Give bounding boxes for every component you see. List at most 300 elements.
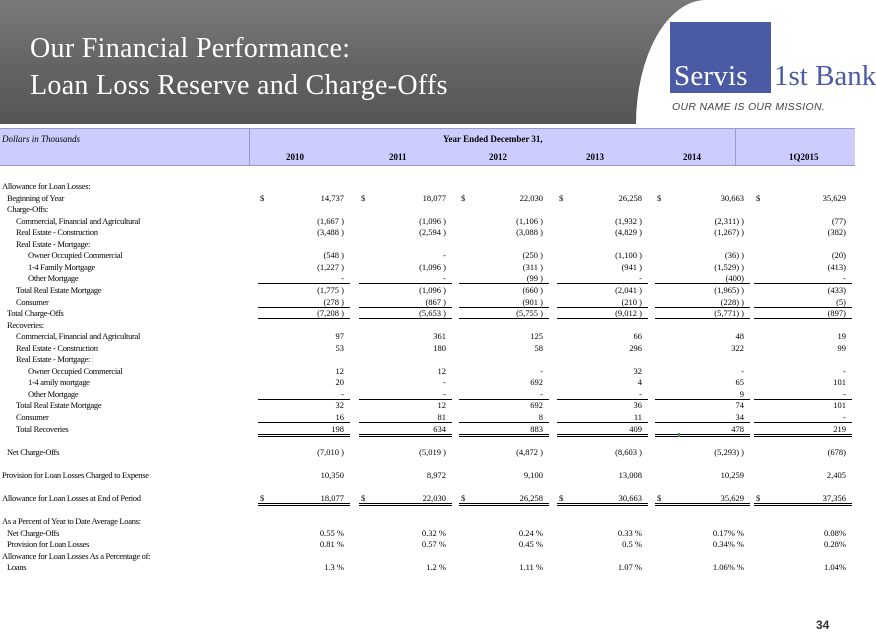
table-cell xyxy=(258,561,350,572)
table-cell xyxy=(754,272,852,284)
cell-value: 0.45 % xyxy=(518,539,543,550)
cell-value: - xyxy=(443,250,446,261)
cell-value: 1.11 % xyxy=(519,562,543,573)
cell-value: - xyxy=(843,388,846,399)
logo-tagline: OUR NAME IS OUR MISSION. xyxy=(672,101,826,113)
cell-value: - xyxy=(443,273,446,284)
table-cell xyxy=(754,261,852,272)
cell-value: 0.81 % xyxy=(319,539,344,550)
cell-value: 35,629 xyxy=(822,192,846,203)
table-cell xyxy=(459,272,549,284)
table-row xyxy=(0,238,855,250)
cell-value: (210 ) xyxy=(621,296,642,307)
cell-value: 14,737 xyxy=(320,192,344,203)
cell-value: 81 xyxy=(437,412,446,422)
table-cell xyxy=(655,261,750,272)
table-row xyxy=(0,423,855,435)
table-cell xyxy=(754,538,852,549)
row-label: Owner Occupied Commercial xyxy=(28,250,123,261)
cell-value: (941 ) xyxy=(621,261,642,272)
table-cell xyxy=(359,249,452,260)
table-cell xyxy=(459,249,549,260)
cell-value: (660 ) xyxy=(522,284,543,295)
table-cell xyxy=(655,561,750,572)
cell-value: - xyxy=(843,365,846,376)
dollar-sign: $ xyxy=(361,492,366,503)
row-label: 1-4 Family Mortgage xyxy=(28,261,96,272)
units-label: Dollars in Thousands xyxy=(2,134,81,144)
table-cell xyxy=(359,527,452,538)
table-cell xyxy=(459,388,549,400)
dollar-sign: $ xyxy=(657,192,662,203)
column-header: 2013 xyxy=(586,152,604,162)
table-row xyxy=(0,376,855,388)
cell-value: 26,258 xyxy=(519,492,543,503)
cell-value: 26,258 xyxy=(618,192,642,203)
cell-value: 30,663 xyxy=(618,492,642,503)
table-cell xyxy=(459,226,549,237)
table-row xyxy=(0,249,855,261)
table-cell xyxy=(258,215,350,226)
table-cell xyxy=(655,365,750,376)
row-label: Total Real Estate Mortgage xyxy=(16,400,102,411)
cell-value: (5) xyxy=(836,296,846,307)
cell-value: (433) xyxy=(827,284,846,295)
row-label: Real Estate - Construction xyxy=(16,227,98,238)
table-cell xyxy=(754,399,852,410)
column-header: 2012 xyxy=(489,152,507,162)
row-label: As a Percent of Year to Date Average Loans: xyxy=(2,515,141,526)
table-cell xyxy=(655,342,750,353)
table-cell xyxy=(359,469,452,480)
cell-value: 361 xyxy=(433,331,446,342)
column-header: 2011 xyxy=(389,152,407,162)
table-cell xyxy=(258,538,350,549)
table-row xyxy=(0,469,855,481)
table-row xyxy=(0,272,855,284)
slide-title xyxy=(30,30,448,104)
table-cell xyxy=(655,538,750,549)
table-cell xyxy=(459,399,549,410)
cell-value: (1,106 ) xyxy=(516,215,543,226)
table-cell xyxy=(557,446,648,457)
table-cell xyxy=(557,388,648,400)
table-cell xyxy=(557,469,648,480)
dollar-sign: $ xyxy=(260,192,265,203)
cell-value: 2,405 xyxy=(826,469,846,480)
row-label: Real Estate - Construction xyxy=(16,342,98,353)
cell-value: (400) xyxy=(725,273,744,284)
dollar-sign: $ xyxy=(657,492,662,503)
cell-value: 1.06% % xyxy=(712,562,744,573)
table-cell xyxy=(557,226,648,237)
dollar-sign: $ xyxy=(756,492,761,503)
table-cell xyxy=(459,538,549,549)
row-label: Total Charge-Offs xyxy=(7,308,64,319)
cell-value: 48 xyxy=(735,331,744,342)
table-row xyxy=(0,203,855,215)
table-cell xyxy=(258,272,350,284)
cell-value: 0.34% % xyxy=(712,539,744,550)
table-row xyxy=(0,342,855,354)
cell-value: (1,775 ) xyxy=(317,284,344,295)
title-line-2: Loan Loss Reserve and Charge-Offs xyxy=(30,70,448,101)
table-cell xyxy=(557,249,648,260)
cell-value: 0.24 % xyxy=(518,527,543,538)
cell-value: 198 xyxy=(331,423,344,434)
cell-value: (2,594 ) xyxy=(419,227,446,238)
table-cell xyxy=(557,561,648,572)
row-label: Net Charge-Offs xyxy=(7,527,60,538)
table-row xyxy=(0,550,855,562)
table-cell xyxy=(655,330,750,341)
row-label: Allowance for Loan Losses at End of Period xyxy=(2,492,141,503)
table-row xyxy=(0,515,855,527)
table-cell xyxy=(754,330,852,341)
cell-value: 180 xyxy=(433,342,446,353)
cell-value: - xyxy=(443,388,446,399)
cell-value: 634 xyxy=(433,423,446,434)
cell-value: 0.33 % xyxy=(617,527,642,538)
cell-value: (5,755 ) xyxy=(516,308,543,319)
table-cell xyxy=(459,284,549,295)
row-label: Total Real Estate Mortgage xyxy=(16,284,102,295)
table-cell xyxy=(754,376,852,387)
cell-value: (7,208 ) xyxy=(317,308,344,319)
cell-value: 19 xyxy=(837,331,846,342)
cell-value: (9,012 ) xyxy=(615,308,642,319)
cell-value: (1,096 ) xyxy=(419,215,446,226)
table-cell xyxy=(459,446,549,457)
cell-value: 12 xyxy=(335,365,344,376)
cell-value: (3,088 ) xyxy=(516,227,543,238)
table-row xyxy=(0,330,855,342)
cell-value: (4,872 ) xyxy=(516,446,543,457)
row-label: Consumer xyxy=(16,296,49,307)
cell-value: - xyxy=(639,273,642,284)
table-cell xyxy=(754,284,852,295)
cell-value: 322 xyxy=(731,342,744,353)
table-cell xyxy=(258,411,350,423)
cell-value: - xyxy=(341,273,344,284)
table-cell xyxy=(557,365,648,376)
table-row xyxy=(0,457,855,469)
cell-value: 8 xyxy=(538,412,543,422)
cell-value: 4 xyxy=(637,377,642,388)
cell-value: 18,077 xyxy=(422,192,446,203)
table-cell xyxy=(258,399,350,410)
cell-value: 12 xyxy=(437,400,446,411)
cell-value: 101 xyxy=(833,377,846,388)
table-cell xyxy=(459,561,549,572)
table-row xyxy=(0,446,855,458)
table-cell xyxy=(459,365,549,376)
cell-value: (1,227 ) xyxy=(317,261,344,272)
dollar-sign: $ xyxy=(559,492,564,503)
row-label: Real Estate - Mortgage: xyxy=(16,354,91,365)
cell-value: 16 xyxy=(335,412,344,422)
row-label: Charge-Offs: xyxy=(7,204,48,215)
cell-value: 0.32 % xyxy=(421,527,446,538)
table-row xyxy=(0,353,855,365)
table-cell xyxy=(557,272,648,284)
cell-value: (4,829 ) xyxy=(615,227,642,238)
cell-value: 0.5 % xyxy=(622,539,642,550)
table-cell xyxy=(359,330,452,341)
table-cell xyxy=(557,307,648,319)
cell-value: (901 ) xyxy=(522,296,543,307)
table-cell xyxy=(359,226,452,237)
cell-value: (548 ) xyxy=(323,250,344,261)
cell-value: - xyxy=(540,388,543,399)
table-cell xyxy=(359,192,452,203)
table-cell xyxy=(557,284,648,295)
table-cell xyxy=(459,215,549,226)
table-row xyxy=(0,480,855,492)
cell-value: (1,096 ) xyxy=(419,284,446,295)
table-row xyxy=(0,226,855,238)
cell-value: 409 xyxy=(629,423,642,434)
table-cell xyxy=(557,376,648,387)
logo-word-1st-bank: 1st Bank xyxy=(774,60,876,92)
cell-value: 34 xyxy=(735,412,744,422)
table-cell xyxy=(359,376,452,387)
cell-value: (5,653 ) xyxy=(419,308,446,319)
table-cell xyxy=(557,538,648,549)
page-number: 34 xyxy=(816,618,830,632)
table-cell xyxy=(655,399,750,410)
cell-value: 0.57 % xyxy=(421,539,446,550)
table-row xyxy=(0,261,855,273)
dollar-sign: $ xyxy=(756,192,761,203)
table-cell xyxy=(754,342,852,353)
table-cell xyxy=(754,388,852,400)
table-cell xyxy=(359,561,452,572)
cell-value: 10,350 xyxy=(320,469,344,480)
table-cell xyxy=(754,561,852,572)
cell-value: (413) xyxy=(827,261,846,272)
table-row xyxy=(0,538,855,550)
cell-value: (1,667 ) xyxy=(317,215,344,226)
row-label: Recoveries: xyxy=(7,319,44,330)
table-row xyxy=(0,284,855,296)
table-row xyxy=(0,319,855,331)
cell-value: (382) xyxy=(827,227,846,238)
row-label: Provision for Loan Losses xyxy=(7,539,89,550)
cell-value: (36) ) xyxy=(724,250,744,261)
row-label: Owner Occupied Commercial xyxy=(28,365,123,376)
green-tick-mark xyxy=(678,433,680,437)
table-cell xyxy=(359,411,452,423)
table-cell xyxy=(258,226,350,237)
table-cell xyxy=(258,469,350,480)
table-cell xyxy=(258,527,350,538)
cell-value: 32 xyxy=(633,365,642,376)
column-header: 2010 xyxy=(286,152,304,162)
table-row xyxy=(0,365,855,377)
table-cell xyxy=(655,272,750,284)
table-cell xyxy=(655,284,750,295)
cell-value: 9 xyxy=(739,388,744,399)
cell-value: (7,010 ) xyxy=(317,446,344,457)
table-row xyxy=(0,307,855,319)
cell-value: - xyxy=(540,365,543,376)
cell-value: (77) xyxy=(831,215,846,226)
cell-value: (1,267) ) xyxy=(714,227,744,238)
table-cell xyxy=(557,527,648,538)
table-row xyxy=(0,192,855,204)
table-row xyxy=(0,527,855,539)
dollar-sign: $ xyxy=(461,492,466,503)
table-cell xyxy=(754,249,852,260)
cell-value: (228) ) xyxy=(720,296,744,307)
cell-value: 0.55 % xyxy=(319,527,344,538)
cell-value: (2,311) ) xyxy=(714,215,744,226)
cell-value: 125 xyxy=(530,331,543,342)
cell-value: - xyxy=(341,388,344,399)
table-row xyxy=(0,434,855,446)
cell-value: 30,663 xyxy=(720,192,744,203)
cell-value: 101 xyxy=(833,400,846,411)
table-cell xyxy=(359,446,452,457)
table-cell xyxy=(557,330,648,341)
table-cell xyxy=(655,446,750,457)
table-cell xyxy=(754,411,852,423)
table-cell xyxy=(655,226,750,237)
cell-value: 1.07 % xyxy=(617,562,642,573)
cell-value: 65 xyxy=(735,377,744,388)
cell-value: - xyxy=(639,388,642,399)
table-cell xyxy=(359,538,452,549)
cell-value: 22,030 xyxy=(519,192,543,203)
column-header: 1Q2015 xyxy=(789,152,819,162)
table-cell xyxy=(754,296,852,308)
table-cell xyxy=(655,411,750,423)
table-cell xyxy=(655,249,750,260)
cell-value: 12 xyxy=(437,365,446,376)
table-row xyxy=(0,388,855,400)
table-cell xyxy=(655,527,750,538)
cell-value: 20 xyxy=(335,377,344,388)
table-cell xyxy=(754,446,852,457)
table-cell xyxy=(359,388,452,400)
table-cell xyxy=(655,469,750,480)
row-label: Total Recoveries xyxy=(16,423,69,434)
cell-value: 883 xyxy=(530,423,543,434)
header-divider-right xyxy=(735,128,736,166)
table-cell xyxy=(359,284,452,295)
table-cell xyxy=(258,261,350,272)
table-cell xyxy=(258,249,350,260)
table-cell xyxy=(258,296,350,308)
cell-value: 58 xyxy=(534,342,543,353)
cell-value: 22,030 xyxy=(422,492,446,503)
table-cell xyxy=(557,296,648,308)
cell-value: (2,041 ) xyxy=(615,284,642,295)
table-row xyxy=(0,411,855,423)
column-header: 2014 xyxy=(683,152,701,162)
table-cell xyxy=(655,215,750,226)
cell-value: 32 xyxy=(335,400,344,411)
header-divider-left xyxy=(249,128,250,166)
cell-value: 692 xyxy=(530,400,543,411)
row-label: Net Charge-Offs xyxy=(7,446,60,457)
row-label: Allowance for Loan Losses: xyxy=(2,181,91,191)
row-label: Beginning of Year xyxy=(7,192,64,203)
cell-value: - xyxy=(843,273,846,284)
table-cell xyxy=(754,469,852,480)
row-label: Commercial, Financial and Agricultural xyxy=(16,331,141,342)
table-cell xyxy=(359,342,452,353)
table-cell xyxy=(459,192,549,203)
table-cell xyxy=(557,192,648,203)
table-cell xyxy=(655,388,750,400)
cell-value: (867 ) xyxy=(425,296,446,307)
row-label: Provision for Loan Losses Charged to Expense xyxy=(2,469,149,480)
cell-value: (250 ) xyxy=(522,250,543,261)
title-line-1: Our Financial Performance: xyxy=(30,33,351,64)
cell-value: 8,972 xyxy=(426,469,446,480)
row-label: Loans xyxy=(7,562,27,573)
cell-value: (99 ) xyxy=(526,273,543,284)
table-row xyxy=(0,296,855,308)
cell-value: 37,356 xyxy=(822,492,846,503)
row-label: Allowance for Loan Losses As a Percentage of: xyxy=(2,550,151,561)
cell-value: 9,100 xyxy=(523,469,543,480)
table-cell xyxy=(557,411,648,423)
cell-value: 74 xyxy=(735,400,744,411)
table-cell xyxy=(359,399,452,410)
cell-value: - xyxy=(741,365,744,376)
table-cell xyxy=(655,376,750,387)
table-cell xyxy=(557,342,648,353)
dollar-sign: $ xyxy=(361,192,366,203)
dollar-sign: $ xyxy=(260,492,265,503)
table-cell xyxy=(557,399,648,410)
table-cell xyxy=(359,307,452,319)
cell-value: (1,529) ) xyxy=(714,261,744,272)
cell-value: 692 xyxy=(530,377,543,388)
cell-value: 35,629 xyxy=(720,492,744,503)
cell-value: (1,100 ) xyxy=(615,250,642,261)
cell-value: 10,259 xyxy=(720,469,744,480)
table-cell xyxy=(258,307,350,319)
cell-value: (5,019 ) xyxy=(419,446,446,457)
table-cell xyxy=(258,284,350,295)
table-cell xyxy=(359,365,452,376)
table-row xyxy=(0,561,855,573)
cell-value: 36 xyxy=(633,400,642,411)
table-cell xyxy=(754,192,852,203)
row-label: Real Estate - Mortgage: xyxy=(16,238,91,249)
logo-word-servis: Servis xyxy=(674,60,748,92)
table-cell xyxy=(258,192,350,203)
cell-value: - xyxy=(843,412,846,422)
table-cell xyxy=(258,330,350,341)
table-cell xyxy=(258,446,350,457)
table-cell xyxy=(459,527,549,538)
table-cell xyxy=(459,330,549,341)
table-cell xyxy=(557,215,648,226)
cell-value: (3,488 ) xyxy=(317,227,344,238)
cell-value: 0.17% % xyxy=(712,527,744,538)
table-cell xyxy=(655,296,750,308)
row-label: Consumer xyxy=(16,412,49,422)
cell-value: (678) xyxy=(827,446,846,457)
table-cell xyxy=(258,376,350,387)
table-cell xyxy=(459,376,549,387)
table-row xyxy=(0,180,855,192)
